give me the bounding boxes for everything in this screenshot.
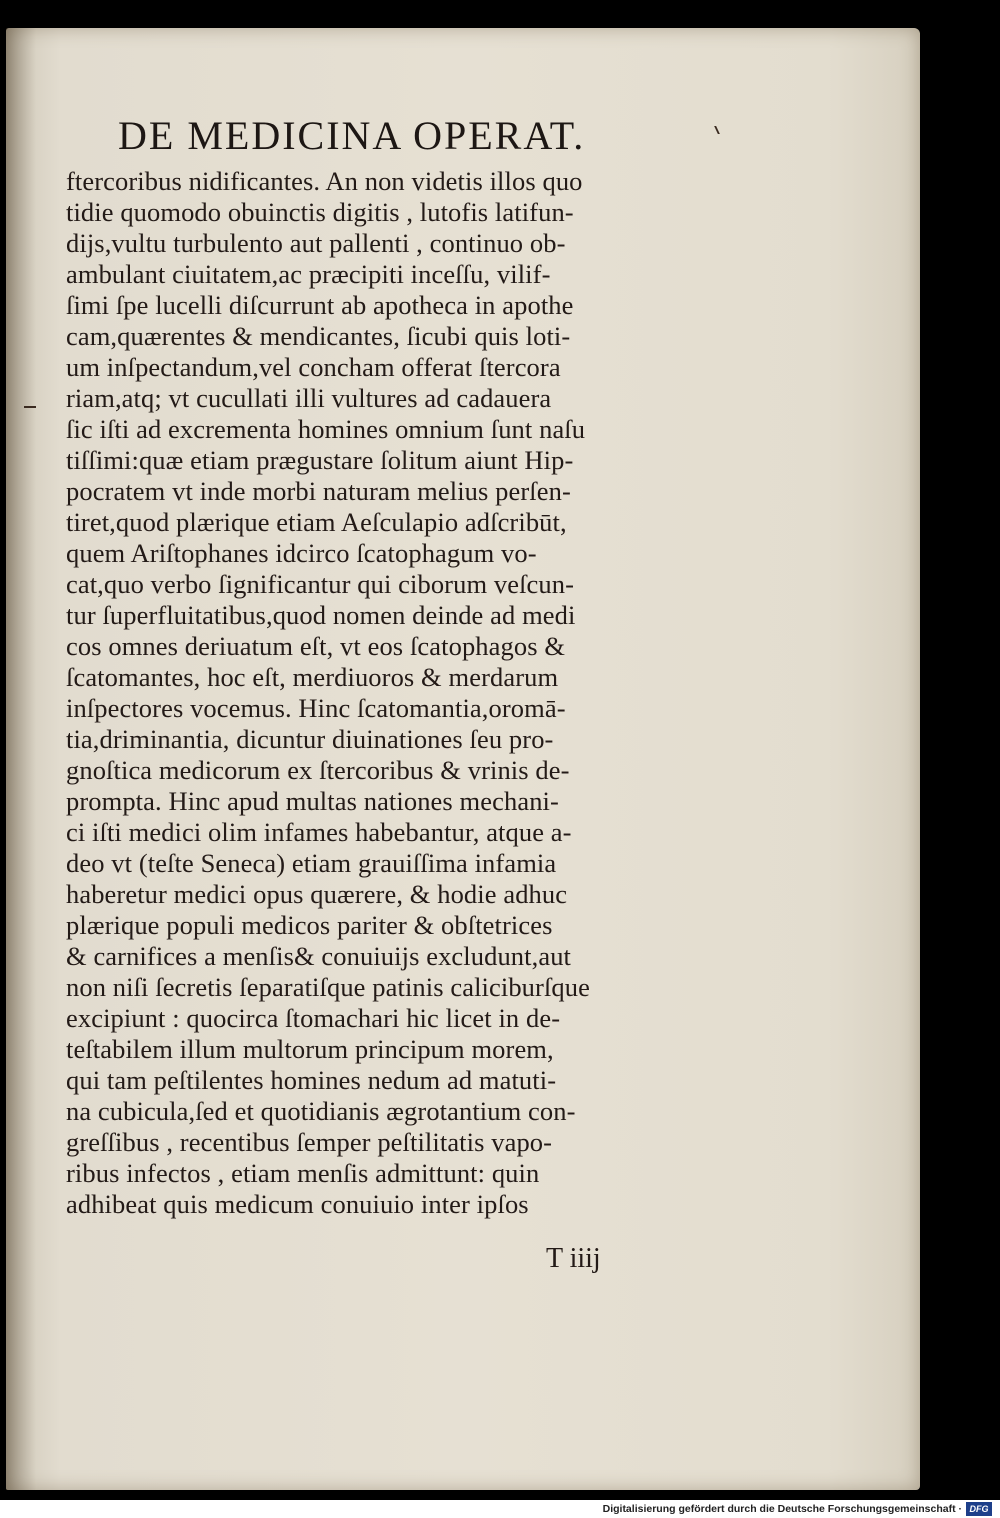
text-line: um inſpectandum,vel concham offerat ſtercora bbox=[66, 352, 561, 382]
signature-mark: T iiij bbox=[546, 1243, 601, 1274]
text-line: cos omnes deriuatum eſt, vt eos ſcatophagos & bbox=[66, 631, 566, 661]
text-line: excipiunt : quocirca ſtomachari hic licet in de- bbox=[66, 1003, 561, 1033]
text-line: haberetur medici opus quærere, & hodie adhuc bbox=[66, 879, 568, 909]
text-line: cat,quo verbo ſignificantur qui ciborum veſcun- bbox=[66, 569, 575, 599]
text-line: riam,atq; vt cucullati illi vultures ad cadauera bbox=[66, 383, 552, 413]
book-page bbox=[6, 28, 920, 1490]
text-line: dijs,vultu turbulento aut pallenti , continuo ob- bbox=[66, 228, 566, 258]
text-line: ambulant ciuitatem,ac præcipiti inceſſu, vilif- bbox=[66, 259, 551, 289]
dfg-logo-icon: DFG bbox=[966, 1502, 992, 1516]
text-line: tidie quomodo obuinctis digitis , lutofis latifun- bbox=[66, 197, 574, 227]
running-header: DE MEDICINA OPERAT. bbox=[118, 113, 586, 158]
text-line: pocratem vt inde morbi naturam melius perſen- bbox=[66, 476, 571, 506]
text-line: tiſſimi:quæ etiam prægustare ſolitum aiunt Hip- bbox=[66, 445, 574, 475]
text-line: tiret,quod plærique etiam Aeſculapio adſcribūt, bbox=[66, 507, 567, 537]
text-line: ci iſti medici olim infames habebantur, atque a- bbox=[66, 817, 572, 847]
text-line: ſimi ſpe lucelli diſcurrunt ab apotheca in apothe bbox=[66, 290, 574, 320]
funding-credit: Digitalisierung gefördert durch die Deutsche Forschungsgemeinschaft · bbox=[602, 1503, 962, 1515]
text-line: gnoſtica medicorum ex ſtercoribus & vrinis de- bbox=[66, 755, 570, 785]
text-line: ſic iſti ad excrementa homines omnium ſunt naſu bbox=[66, 414, 586, 444]
body-text bbox=[66, 166, 716, 1220]
text-line: non niſi ſecretis ſeparatiſque patinis caliciburſque bbox=[66, 972, 590, 1002]
margin-mark bbox=[24, 406, 36, 408]
text-line: deo vt (teſte Seneca) etiam grauiſſima infamia bbox=[66, 848, 557, 878]
text-line: tur ſuperfluitatibus,quod nomen deinde ad medi bbox=[66, 600, 576, 630]
text-line: na cubicula,ſed et quotidianis ægrotantium con- bbox=[66, 1096, 576, 1126]
text-line: tia,driminantia, dicuntur diuinationes ſeu pro- bbox=[66, 724, 554, 754]
text-line: prompta. Hinc apud multas nationes mechani- bbox=[66, 786, 559, 816]
text-line: quem Ariſtophanes idcirco ſcatophagum vo- bbox=[66, 538, 537, 568]
text-line: ftercoribus nidificantes. An non videtis illos quo bbox=[66, 166, 583, 196]
text-line: teſtabilem illum multorum principum morem, bbox=[66, 1034, 554, 1064]
text-line: cam,quærentes & mendicantes, ſicubi quis loti- bbox=[66, 321, 571, 351]
text-line: ribus infectos , etiam menſis admittunt: quin bbox=[66, 1158, 540, 1188]
text-line: ſcatomantes, hoc eſt, merdiuoros & merdarum bbox=[66, 662, 559, 692]
text-line: greſſibus , recentibus ſemper peſtilitatis vapo- bbox=[66, 1127, 553, 1157]
text-line: qui tam peſtilentes homines nedum ad matuti- bbox=[66, 1065, 557, 1095]
text-line: adhibeat quis medicum conuiuio inter ipſos bbox=[66, 1189, 529, 1219]
text-line: plærique populi medicos pariter & obſtetrices bbox=[66, 910, 553, 940]
text-line: inſpectores vocemus. Hinc ſcatomantia,oromā- bbox=[66, 693, 566, 723]
text-line: & carnifices a menſis& conuiuijs excludunt,aut bbox=[66, 941, 572, 971]
